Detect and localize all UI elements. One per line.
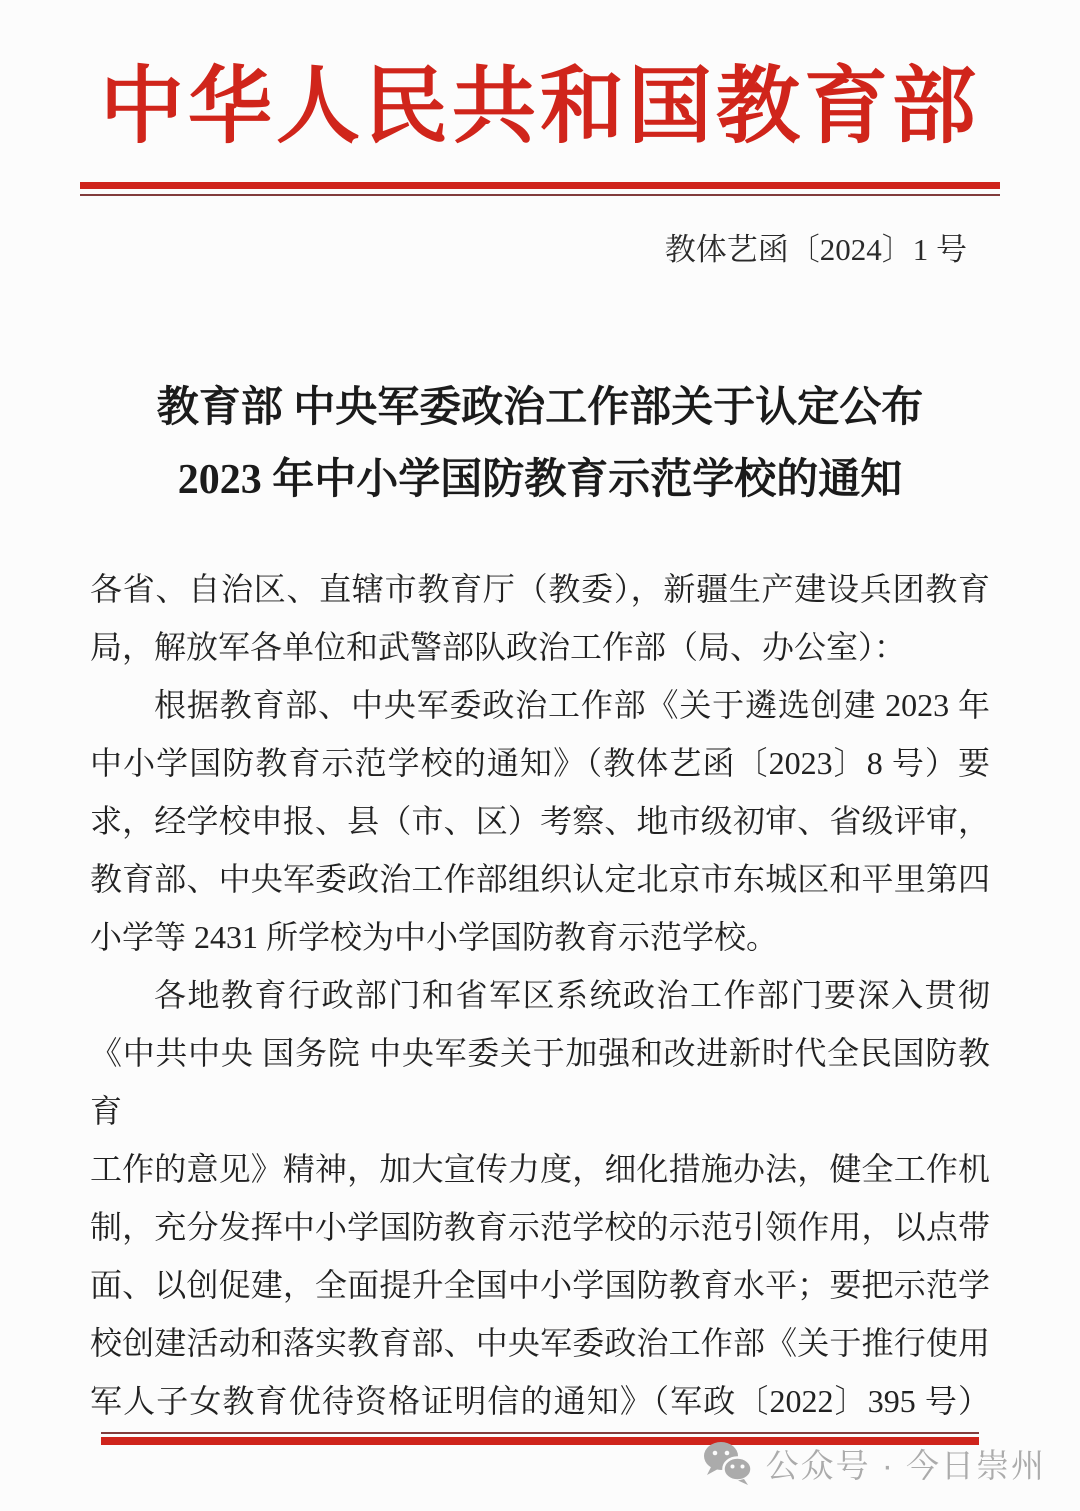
body-line: 中小学国防教育示范学校的通知》（教体艺函〔2023〕8 号）要 xyxy=(90,745,990,781)
wechat-icon xyxy=(702,1439,754,1487)
body-line: 军人子女教育优待资格证明信的通知》（军政〔2022〕395 号） xyxy=(90,1383,990,1419)
body-line: 制，充分发挥中小学国防教育示范学校的示范引领作用，以点带 xyxy=(90,1209,990,1245)
body-line: 各地教育行政部门和省军区系统政治工作部门要深入贯彻 xyxy=(154,977,990,1013)
body-line: 教育部、中央军委政治工作部组织认定北京市东城区和平里第四 xyxy=(90,861,990,897)
notice-body xyxy=(90,560,990,1430)
body-line: 校创建活动和落实教育部、中央军委政治工作部《关于推行使用 xyxy=(90,1325,990,1361)
header-divider xyxy=(80,182,1000,196)
ministry-letterhead: 中华人民共和国教育部 xyxy=(99,61,980,154)
body-line: 局，解放军各单位和武警部队政治工作部（局、办公室）： xyxy=(90,629,907,665)
notice-title-line2: 2023 年中小学国防教育示范学校的通知 xyxy=(177,457,903,503)
header-divider-thin-line xyxy=(80,194,1000,196)
body-line: 各省、自治区、直辖市教育厅（教委），新疆生产建设兵团教育 xyxy=(90,571,990,607)
body-line: 工作的意见》精神，加大宣传力度，细化措施办法，健全工作机 xyxy=(90,1151,990,1187)
watermark-text: 公众号 · 今日崇州 xyxy=(765,1446,1046,1484)
watermark xyxy=(702,1439,1046,1487)
document-number: 教体艺函〔2024〕1 号 xyxy=(664,232,967,267)
header-divider-thick-line xyxy=(80,182,1000,189)
body-line: 小学等 2431 所学校为中小学国防教育示范学校。 xyxy=(90,919,779,955)
notice-title-line1: 教育部 中央军委政治工作部关于认定公布 xyxy=(156,385,924,431)
body-line: 根据教育部、中央军委政治工作部《关于遴选创建 2023 年 xyxy=(154,687,990,723)
body-line: 《中共中央 国务院 中央军委关于加强和改进新时代全民国防教育 xyxy=(90,1035,990,1129)
notice-title xyxy=(0,372,1080,516)
body-line: 求，经学校申报、县（市、区）考察、地市级初审、省级评审， xyxy=(90,803,990,839)
body-line: 面、以创促建，全面提升全国中小学国防教育水平；要把示范学 xyxy=(90,1267,990,1303)
